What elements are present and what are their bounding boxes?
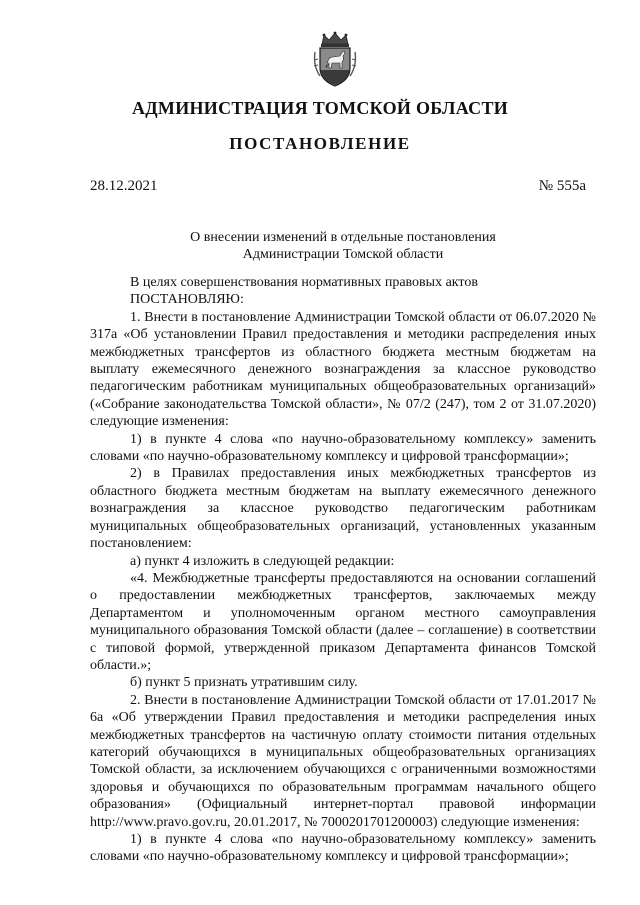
organization-title: АДМИНИСТРАЦИЯ ТОМСКОЙ ОБЛАСТИ <box>131 98 509 118</box>
document-subject <box>90 229 596 263</box>
clause-1-item-2-paragraph: 2) в Правилах предоставления иных межбюджетных трансфертов из областного бюджета местным бюджетам на выплату ежемесячного денежного вознаграждения за классное руководство педагогическим работникам муниципальных общеобразовательных организаций, установленных указанным постановлением: <box>90 466 596 552</box>
preamble-paragraph: В целях совершенствования нормативных правовых актов <box>130 275 478 290</box>
subitem-a-paragraph: а) пункт 4 изложить в следующей редакции: <box>130 553 395 569</box>
document-type: ПОСТАНОВЛЕНИЕ <box>229 134 411 153</box>
clause-2-paragraph: 2. Внести в постановление Администрации Томской области от 17.01.2017 № 6а «Об утверждении Правил предоставления и методики распределения иных межбюджетных трансфертов на частичную оплату стоимости питания отдельных категорий обучающихся в муниципальных общеобразовательных организациях Томской области, за исключением обучающихся с ограниченными возможностями здоровья и обучающихся по образовательным программам начального общего образования» (Официальный интернет-портал правовой информации http://www.pravo.gov.ru, 20.01.2017, № 7000201701200003) следующие изменения: <box>90 692 596 830</box>
clause-1-item-1-paragraph: 1) в пункте 4 слова «по научно-образовательному комплексу» заменить словами «по научно-образовательному комплексу и цифровой трансформации»; <box>90 431 596 465</box>
resolve-heading: ПОСТАНОВЛЯЮ: <box>130 292 244 308</box>
tomsk-coat-of-arms-icon <box>312 30 358 88</box>
document-body <box>90 274 596 866</box>
document-date: 28.12.2021 <box>90 178 158 194</box>
subject-line-2: Администрации Томской области <box>242 247 444 262</box>
document-number: № 555а <box>538 178 586 194</box>
subitem-b-paragraph: б) пункт 5 признать утратившим силу. <box>130 675 358 691</box>
clause-1-paragraph: 1. Внести в постановление Администрации Томской области от 06.07.2020 № 317а «Об установлении Правил предоставления и методики распределения иных межбюджетных трансфертов из областного бюджета местным бюджетам на выплату ежемесячного денежного вознаграждения за классное руководство педагогическим работникам муниципальных общеобразовательных организаций» («Собрание законодательства Томской области», № 07/2 (247), том 2 от 31.07.2020) следующие изменения: <box>90 309 596 430</box>
subject-line-1: О внесении изменений в отдельные постановления <box>190 230 496 245</box>
clause-2-item-1-paragraph: 1) в пункте 4 слова «по научно-образовательному комплексу» заменить словами «по научно-образовательному комплексу и цифровой трансформации»; <box>90 832 596 865</box>
quoted-clause-4-paragraph: «4. Межбюджетные трансферты предоставляются на основании соглашений о предоставлении межбюджетных трансфертов, заключаемых между Департаментом и уполномоченным органом местного самоуправления муниципального образования Томской области (далее – соглашение) в соответствии с типовой формой, утвержденной приказом Департамента финансов Томской области.»; <box>90 570 596 673</box>
